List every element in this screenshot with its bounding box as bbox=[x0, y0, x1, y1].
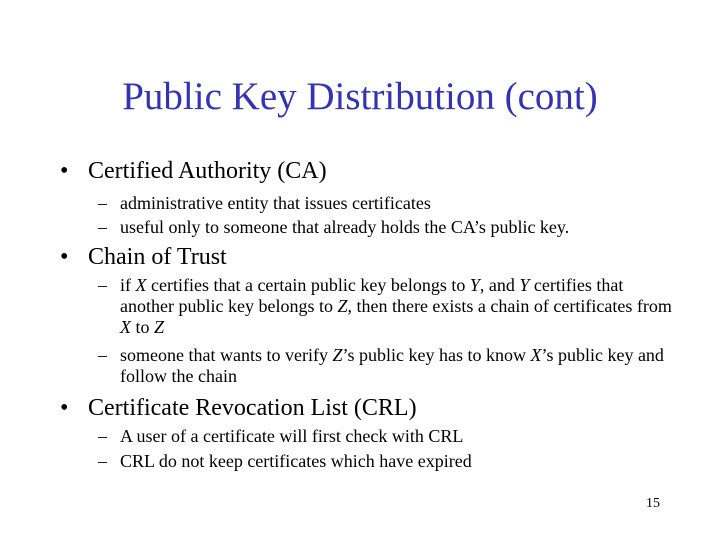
sub-item bbox=[98, 193, 673, 214]
bullet-label: Certificate Revocation List (CRL) bbox=[88, 395, 417, 421]
sub-item-text: administrative entity that issues certificates bbox=[120, 193, 431, 213]
sub-item bbox=[98, 451, 673, 472]
sub-marker: – bbox=[98, 451, 107, 471]
sub-item-text: someone that wants to verify Z’s public key has to know X’s public key and follow the chain bbox=[120, 345, 664, 386]
bullet-item bbox=[60, 243, 227, 271]
sub-item-text: A user of a certificate will first check with CRL bbox=[120, 426, 464, 446]
bullet-marker: • bbox=[60, 158, 69, 184]
bullet-marker: • bbox=[60, 244, 69, 270]
sub-item bbox=[98, 426, 673, 447]
slide-title: Public Key Distribution (cont) bbox=[122, 75, 598, 118]
sub-item-text: CRL do not keep certificates which have expired bbox=[120, 451, 472, 471]
bullet-item bbox=[60, 157, 327, 185]
bullet-label: Chain of Trust bbox=[88, 244, 227, 270]
bullet-marker: • bbox=[60, 395, 69, 421]
page-number: 15 bbox=[646, 496, 660, 511]
sub-item-text: useful only to someone that already holds the CA’s public key. bbox=[120, 217, 570, 237]
sub-marker: – bbox=[98, 217, 107, 237]
sub-marker: – bbox=[98, 275, 107, 295]
sub-item bbox=[98, 275, 673, 338]
sub-marker: – bbox=[98, 193, 107, 213]
sub-item bbox=[98, 217, 673, 238]
sub-marker: – bbox=[98, 426, 107, 446]
bullet-item bbox=[60, 394, 417, 422]
sub-item-text: if X certifies that a certain public key belongs to Y, and Y certifies that another public key belongs to Z, then there exists a chain of certificates from X to Z bbox=[120, 275, 672, 337]
sub-item bbox=[98, 345, 673, 387]
sub-marker: – bbox=[98, 345, 107, 365]
bullet-label: Certified Authority (CA) bbox=[88, 158, 327, 184]
